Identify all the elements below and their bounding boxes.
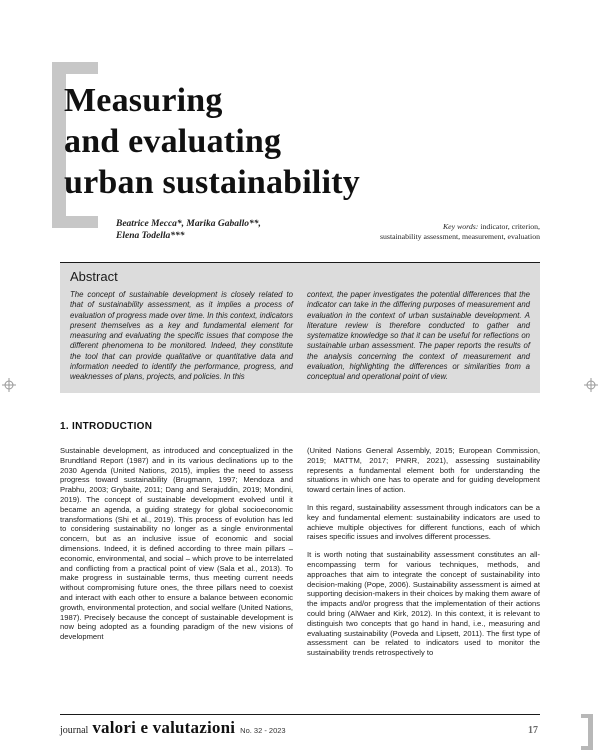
- introduction-heading: 1. INTRODUCTION: [60, 421, 153, 432]
- introduction-column-2: [307, 446, 540, 658]
- paragraph: (United Nations General Assembly, 2015; European Commission, 2019; MATTM, 2017; PNRR, 2021), assessing sustainability represents a fundamental element both for understanding the situations in which one has to operate and for guiding development toward certain lines of action.: [307, 446, 540, 495]
- issue-number: No. 32 - 2023: [240, 726, 286, 735]
- abstract-column-2: context, the paper investigates the potential differences that the indicator can take in the differing purposes of measurement and evaluation in the context of urban sustainable development. A literature review is therefore conducted to gather and systematize knowledge so that it can be useful for reflections on sustainable urban assessment. The paper reports the results of the analysis concerning the context of measurement and evaluation, highlighting the differences or similarities from a conceptual and operational point of view.: [307, 290, 530, 382]
- title-line-1: Measuring: [64, 82, 223, 119]
- registration-mark-icon: [2, 378, 16, 392]
- paragraph: In this regard, sustainability assessment through indicators can be a key and fundamental element: sustainability indicators are used to achieve multiple objectives for different functions, each of which raises specific issues and involves different processes.: [307, 502, 540, 542]
- corner-bracket-decoration: [581, 714, 593, 750]
- authors-block: [116, 219, 261, 242]
- journal-label: journal: [60, 725, 89, 736]
- keywords-line-2: sustainability assessment, measurement, evaluation: [379, 232, 540, 241]
- abstract-column-1: The concept of sustainable development is closely related to that of sustainability assessment, as it implies a process of evaluation of progress made over time. In this context, indicators present themselves as a key and fundamental element for measuring and evaluating the specific issues that compose the different phenomena to be monitored. Indeed, they constitute the tool that can provide qualitative or quantitative data and information needed to identify the performance, progress, and weaknesses of plans, projects, and policies. In this: [70, 290, 293, 382]
- paragraph: It is worth noting that sustainability assessment constitutes an all-encompassing term for various techniques, methods, and approaches that aim to integrate the concept of sustainability into decision-making (Pope, 2006). Sustainability assessment is aimed at supporting decision-makers in their choices by making them aware of the impacts and/or progress that the implementation of their actions could bring (AlWaer and Kirk, 2012). In this context, it is relevant to distinguish two concepts that go hand in hand, i.e., measuring and evaluating sustainability (Poveda and Lipsett, 2011). The first type of assessment can be related to indicators used to monitor the sustainability trends retrospectively to: [307, 550, 540, 658]
- keywords-label: Key words:: [442, 222, 479, 231]
- keywords-block: [300, 222, 540, 242]
- introduction-body: [60, 446, 540, 658]
- abstract-section: [60, 262, 540, 393]
- authors-line-2: Elena Todella***: [116, 230, 185, 241]
- title-line-3: urban sustainability: [64, 164, 360, 201]
- journal-name: valori e valutazioni: [92, 718, 236, 737]
- authors-line-1: Beatrice Mecca*, Marika Gaballo**,: [116, 219, 261, 229]
- registration-mark-icon: [584, 378, 598, 392]
- introduction-column-1: [60, 446, 293, 658]
- page-number: 17: [528, 725, 538, 736]
- abstract-heading: Abstract: [70, 269, 118, 284]
- keywords-line-1: indicator, criterion,: [478, 222, 540, 231]
- paragraph: Sustainable development, as introduced and conceptualized in the Brundtland Report (1987) and in its various declinations up to the 2030 Agenda (United Nations, 2015), implies the need to assess progress toward sustainability (Brugmann, 1997; Mendoza and Prabhu, 2003; Grybaite, 2011; Dang and Serajuddin, 2019; Mondini, 2019). The concept of sustainable development evolved until it became an agenda, a guiding strategy for global socioeconomic transformations (Shi et al., 2019). This process of evolution has led to considering sustainability no longer as a single environmental concern, but as an inclusive issue of economic and social dimensions. Indeed, it is defined according to three main pillars – economic, environmental, and social – which prove to be interrelated and conflicting from a practical point of view (Sala et al., 2013). To make progress in sustainable terms, thus meeting current needs without compromising future ones, the three pillars need to coexist and interact with each other to ensure a balance between economic growth, environmental protection, and social welfare (United Nations, 1987). Precisely because the concept of sustainable development is now being adopted as a founding paradigm of the new visions of development: [60, 446, 293, 642]
- title-line-2: and evaluating: [64, 123, 282, 160]
- page-title: [64, 80, 360, 203]
- page-footer: [60, 714, 540, 738]
